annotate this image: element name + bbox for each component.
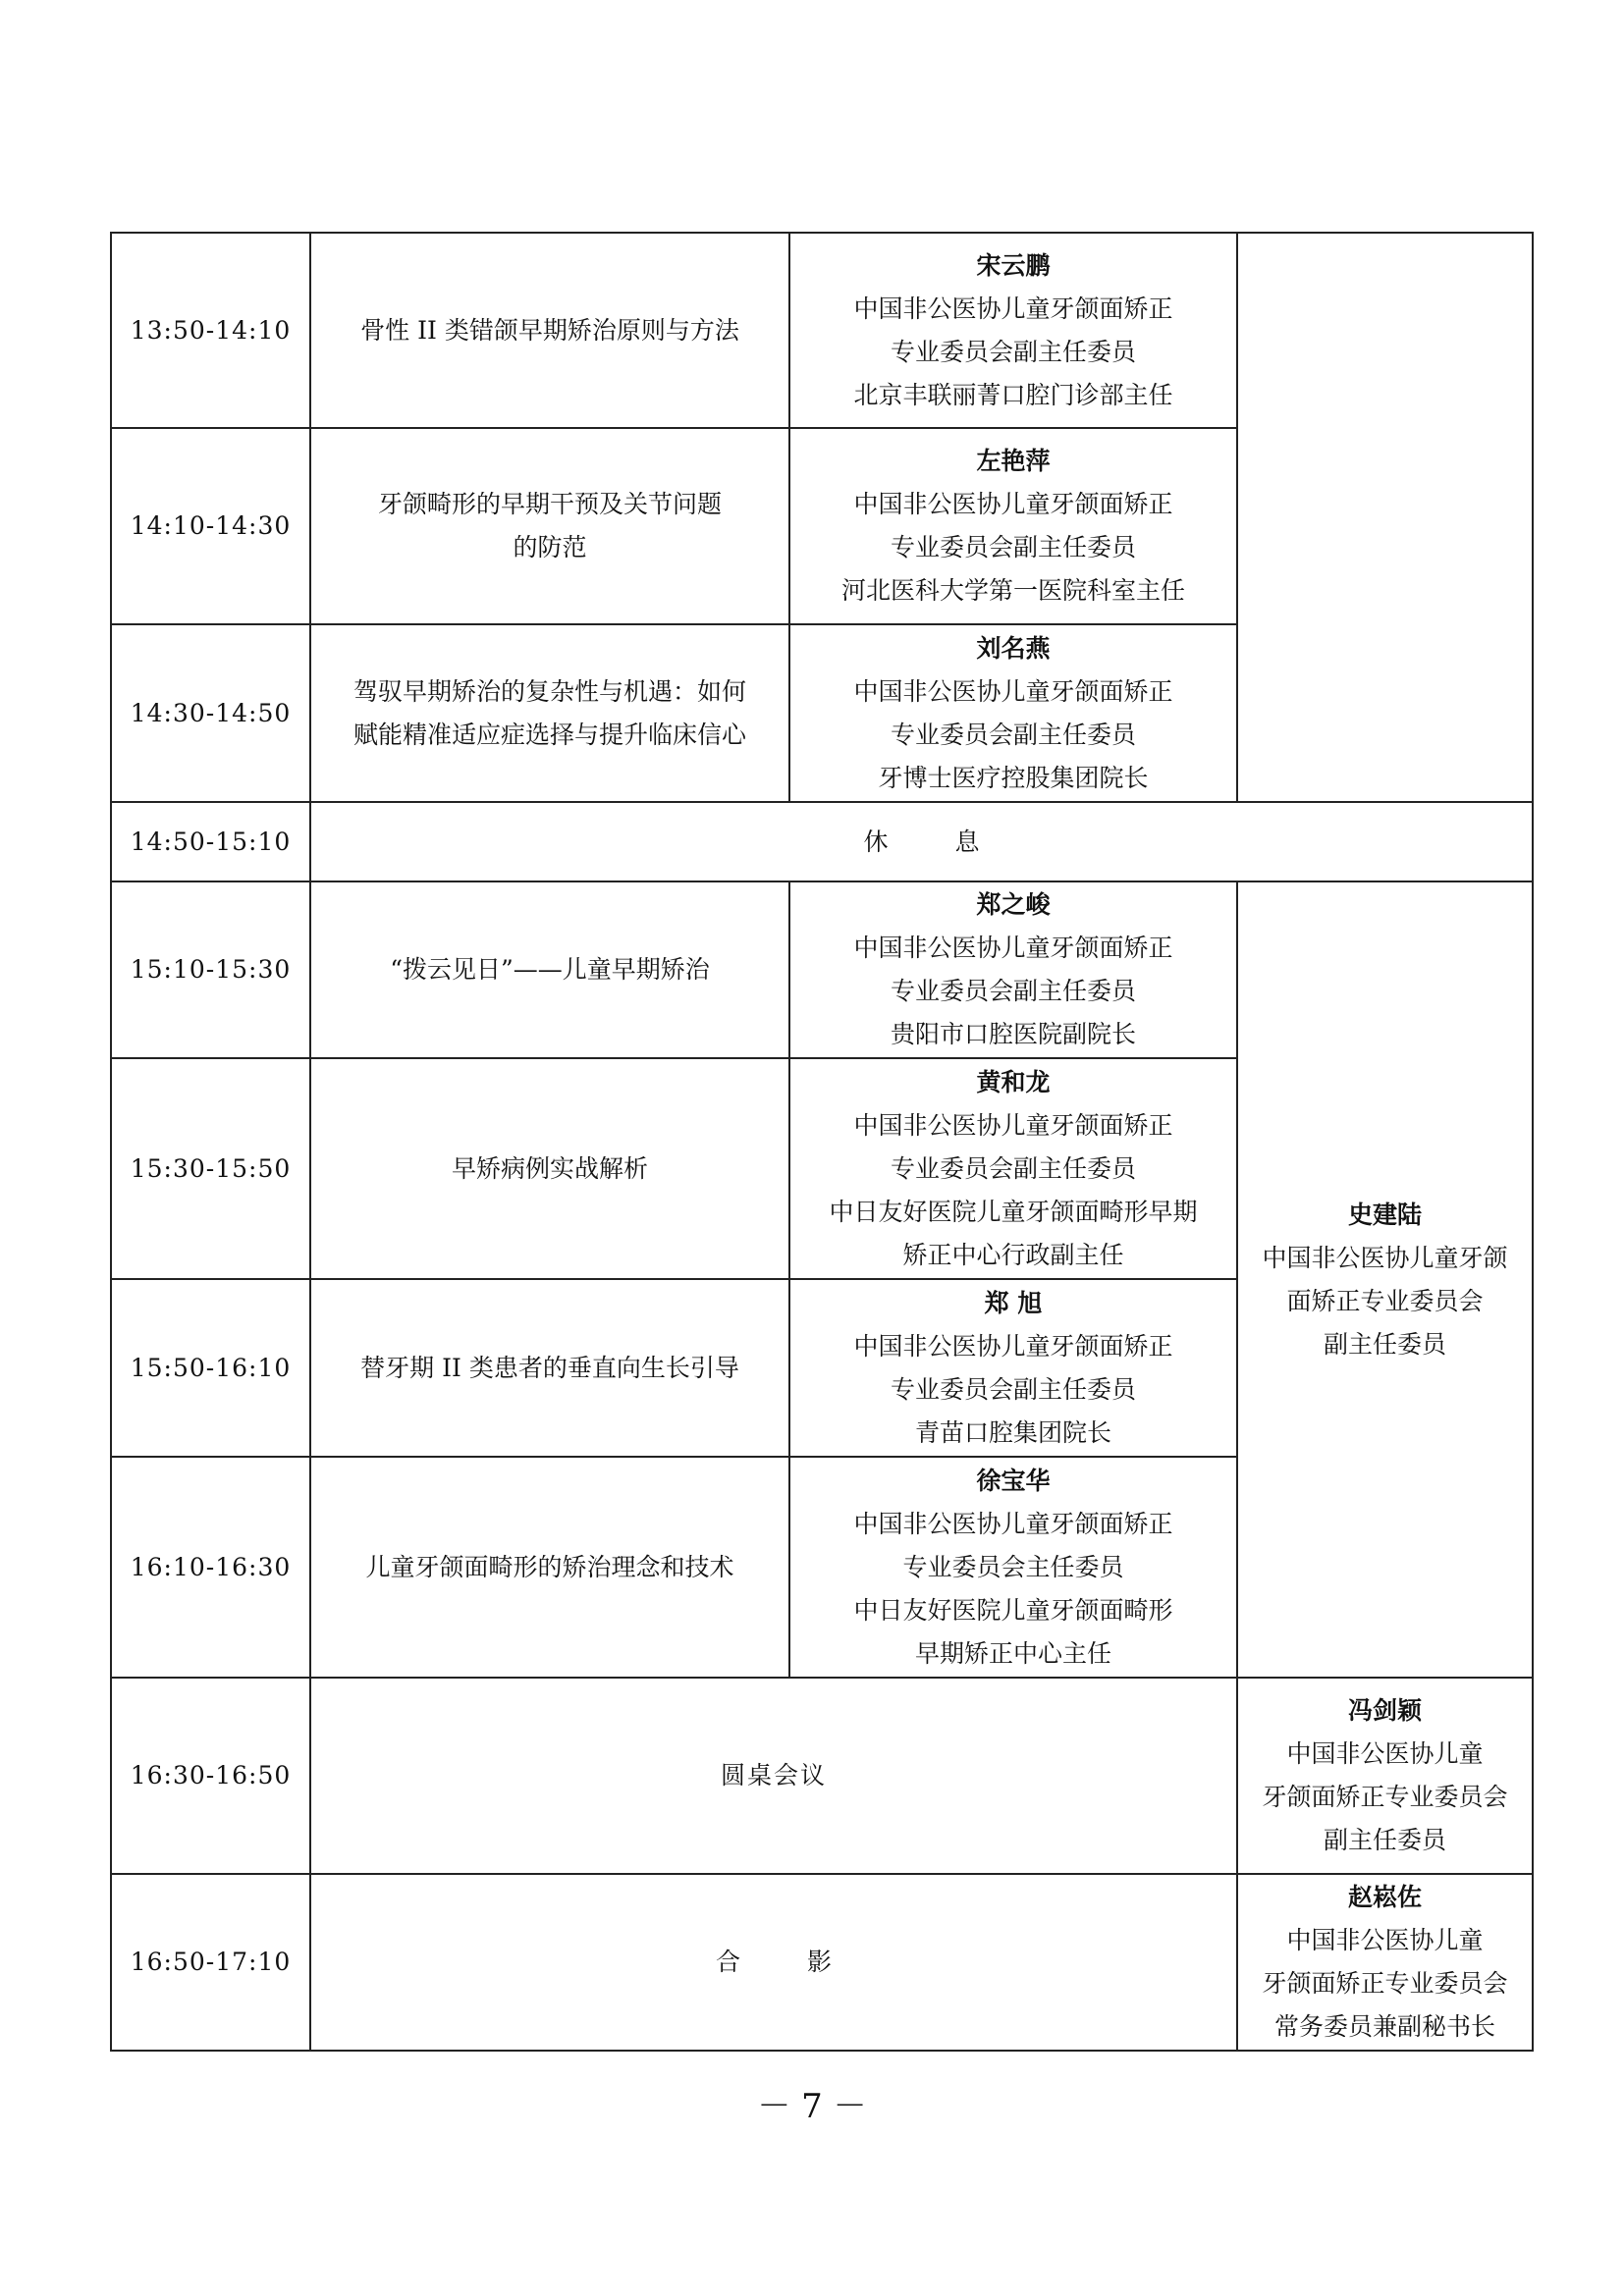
speaker-title: 中国非公医协儿童牙颌面矫正: [853, 490, 1173, 518]
speaker-title: 专业委员会副主任委员: [890, 720, 1136, 749]
time-cell: 16:10-16:30: [111, 1457, 310, 1678]
host-title: 副主任委员: [1323, 1329, 1446, 1359]
speaker-title: 专业委员会副主任委员: [890, 1153, 1136, 1183]
activity-cell: [310, 1874, 1237, 2051]
topic-line: 驾驭早期矫治的复杂性与机遇：如何: [352, 676, 746, 706]
break-label: 休 息: [863, 827, 1009, 856]
host-name: 史建陆: [1347, 1200, 1422, 1229]
activity-label: 圆桌会议: [720, 1761, 827, 1789]
topic-line: 替牙期 II 类患者的垂直向生长引导: [360, 1353, 739, 1382]
speaker-title: 早期矫正中心主任: [914, 1638, 1111, 1668]
time-cell: 14:50-15:10: [111, 802, 310, 881]
host-cell-empty: [1237, 233, 1533, 802]
time-cell: 14:30-14:50: [111, 624, 310, 802]
time-cell: 16:30-16:50: [111, 1678, 310, 1874]
time-cell: 13:50-14:10: [111, 233, 310, 428]
speaker-title: 专业委员会副主任委员: [890, 977, 1136, 1005]
host-cell: [1237, 1874, 1533, 2051]
topic-cell: [310, 1457, 789, 1678]
speaker-name: 左艳萍: [976, 447, 1051, 475]
speaker-cell: [789, 428, 1237, 624]
speaker-title: 青苗口腔集团院长: [914, 1417, 1111, 1447]
host-cell: [1237, 1678, 1533, 1874]
agenda-row-break: [111, 802, 1533, 881]
host-title: 中国非公医协儿童: [1286, 1926, 1484, 1954]
agenda-row: [111, 1678, 1533, 1874]
topic-cell: [310, 1058, 789, 1279]
topic-cell: [310, 881, 789, 1058]
host-title: 面矫正专业委员会: [1286, 1286, 1484, 1315]
speaker-title: 专业委员会副主任委员: [890, 1374, 1136, 1404]
activity-label: 合 影: [716, 1948, 861, 1976]
host-cell: [1237, 881, 1533, 1678]
host-title: 中国非公医协儿童: [1286, 1739, 1484, 1768]
topic-cell: [310, 624, 789, 802]
host-name: 赵崧佐: [1347, 1883, 1422, 1911]
speaker-title: 专业委员会副主任委员: [890, 337, 1136, 366]
topic-line: “拨云见日”——儿童早期矫治: [390, 955, 710, 984]
host-title: 副主任委员: [1323, 1826, 1446, 1854]
speaker-title: 专业委员会主任委员: [902, 1552, 1124, 1581]
break-cell: [310, 802, 1533, 881]
page-number: － 7 －: [757, 2087, 867, 2126]
time-cell: 15:10-15:30: [111, 881, 310, 1058]
topic-line: 的防范: [513, 533, 587, 561]
host-name: 冯剑颖: [1347, 1696, 1422, 1725]
agenda-row: [111, 1874, 1533, 2051]
topic-line: 赋能精准适应症选择与提升临床信心: [352, 720, 746, 749]
speaker-name: 徐宝华: [976, 1466, 1051, 1495]
speaker-title: 中国非公医协儿童牙颌面矫正: [853, 1331, 1173, 1361]
speaker-title: 牙博士医疗控股集团院长: [878, 763, 1149, 792]
host-title: 牙颌面矫正专业委员会: [1262, 1783, 1508, 1811]
speaker-title: 中日友好医院儿童牙颌面畸形早期: [829, 1197, 1198, 1226]
speaker-name: 黄和龙: [976, 1067, 1051, 1096]
speaker-title: 中国非公医协儿童牙颌面矫正: [853, 676, 1173, 706]
time-cell: 16:50-17:10: [111, 1874, 310, 2051]
time-cell: 15:30-15:50: [111, 1058, 310, 1279]
speaker-title: 北京丰联丽菁口腔门诊部主任: [853, 380, 1173, 409]
speaker-title: 中日友好医院儿童牙颌面畸形: [853, 1595, 1173, 1625]
speaker-title: 矫正中心行政副主任: [902, 1240, 1124, 1269]
topic-line: 牙颌畸形的早期干预及关节问题: [377, 490, 722, 518]
host-title: 牙颌面矫正专业委员会: [1262, 1969, 1508, 1998]
speaker-name: 宋云鹏: [976, 250, 1051, 280]
activity-cell: [310, 1678, 1237, 1874]
speaker-title: 中国非公医协儿童牙颌面矫正: [853, 294, 1173, 323]
agenda-row: [111, 881, 1533, 1058]
topic-cell: [310, 233, 789, 428]
speaker-cell: [789, 1279, 1237, 1457]
agenda-row: [111, 233, 1533, 428]
speaker-cell: [789, 233, 1237, 428]
speaker-title: 中国非公医协儿童牙颌面矫正: [853, 1110, 1173, 1140]
host-title: 中国非公医协儿童牙颌: [1262, 1243, 1508, 1272]
speaker-name: 郑之峻: [976, 890, 1051, 919]
topic-line: 儿童牙颌面畸形的矫治理念和技术: [365, 1552, 734, 1581]
speaker-title: 贵阳市口腔医院副院长: [890, 1020, 1136, 1048]
time-cell: 15:50-16:10: [111, 1279, 310, 1457]
speaker-name: 郑 旭: [984, 1288, 1043, 1317]
topic-cell: [310, 1279, 789, 1457]
topic-line: 早矫病例实战解析: [451, 1153, 648, 1183]
speaker-cell: [789, 1058, 1237, 1279]
topic-line: 骨性 II 类错颌早期矫治原则与方法: [360, 315, 739, 345]
speaker-name: 刘名燕: [976, 633, 1051, 663]
speaker-title: 中国非公医协儿童牙颌面矫正: [853, 934, 1173, 962]
speaker-title: 中国非公医协儿童牙颌面矫正: [853, 1509, 1173, 1538]
host-title: 常务委员兼副秘书长: [1273, 2012, 1495, 2041]
agenda-table: [110, 232, 1534, 2052]
speaker-cell: [789, 624, 1237, 802]
speaker-title: 河北医科大学第一医院科室主任: [840, 576, 1185, 605]
speaker-cell: [789, 881, 1237, 1058]
speaker-cell: [789, 1457, 1237, 1678]
time-cell: 14:10-14:30: [111, 428, 310, 624]
speaker-title: 专业委员会副主任委员: [890, 533, 1136, 561]
topic-cell: [310, 428, 789, 624]
